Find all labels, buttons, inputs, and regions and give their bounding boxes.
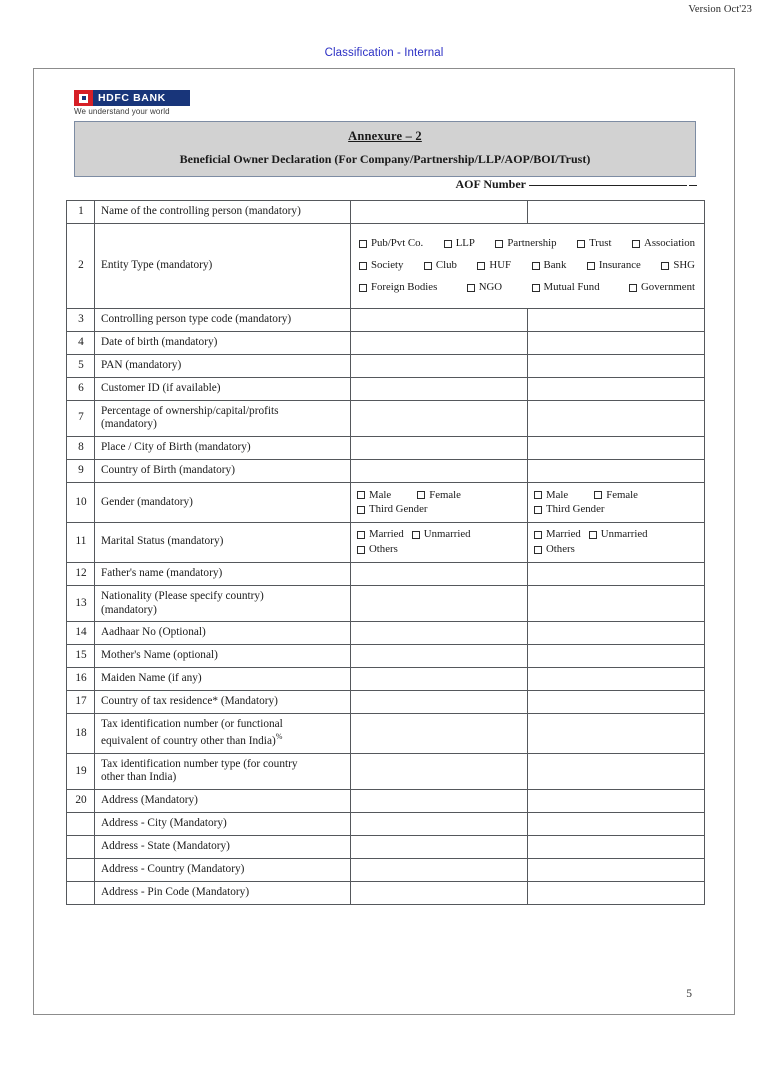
row-value-secondary[interactable] bbox=[528, 377, 705, 400]
row-number: 18 bbox=[67, 714, 95, 753]
table-row-gender bbox=[67, 483, 705, 523]
row-number: 5 bbox=[67, 354, 95, 377]
hdfc-bank-logo bbox=[74, 90, 234, 116]
checkbox-ngo[interactable] bbox=[467, 281, 502, 294]
table-row bbox=[67, 836, 705, 859]
row-value-primary[interactable] bbox=[351, 308, 528, 331]
logo-square-icon bbox=[74, 90, 93, 106]
row-number: 15 bbox=[67, 645, 95, 668]
checkbox-icon[interactable] bbox=[532, 284, 540, 292]
checkbox-label: Female bbox=[606, 488, 638, 501]
row-number: 17 bbox=[67, 691, 95, 714]
gender-line-2 bbox=[534, 503, 699, 516]
row-value-primary[interactable] bbox=[351, 354, 528, 377]
row-value-secondary[interactable] bbox=[528, 836, 705, 859]
row-value-secondary[interactable] bbox=[528, 354, 705, 377]
row-number: 11 bbox=[67, 522, 95, 562]
footnote-marker: % bbox=[275, 732, 283, 742]
row-label: Entity Type (mandatory) bbox=[95, 224, 351, 309]
row-number: 19 bbox=[67, 753, 95, 790]
row-number bbox=[67, 813, 95, 836]
row-value-primary[interactable] bbox=[351, 668, 528, 691]
row-value-primary[interactable] bbox=[351, 460, 528, 483]
row-label: Country of tax residence* (Mandatory) bbox=[95, 691, 351, 714]
checkbox-label: Female bbox=[429, 488, 461, 501]
checkbox-label: Trust bbox=[589, 237, 612, 249]
table-row bbox=[67, 813, 705, 836]
checkbox-icon[interactable] bbox=[534, 546, 542, 554]
row-value-secondary[interactable] bbox=[528, 813, 705, 836]
checkbox-label: Unmarried bbox=[423, 528, 471, 541]
row-label-line-2: (mandatory) bbox=[101, 603, 157, 616]
entity-type-line-3 bbox=[357, 281, 699, 294]
checkbox-label: Society bbox=[371, 259, 404, 272]
checkbox-association[interactable] bbox=[632, 237, 695, 250]
checkbox-label: Male bbox=[546, 488, 569, 501]
row-label: Controlling person type code (mandatory) bbox=[95, 308, 351, 331]
row-label: Address - Pin Code (Mandatory) bbox=[95, 882, 351, 905]
checkbox-icon[interactable] bbox=[587, 262, 595, 270]
table-row bbox=[67, 562, 705, 585]
checkbox-label: Mutual Fund bbox=[543, 281, 600, 294]
checkbox-label: Married bbox=[369, 528, 404, 541]
checkbox-bank[interactable] bbox=[532, 259, 567, 272]
page-number: 5 bbox=[686, 988, 692, 1000]
aof-number-rule-tail bbox=[689, 185, 697, 186]
checkbox-icon[interactable] bbox=[444, 240, 452, 248]
row-value-secondary[interactable] bbox=[528, 460, 705, 483]
row-number: 8 bbox=[67, 437, 95, 460]
checkbox-mutual-fund[interactable] bbox=[532, 281, 600, 294]
table-row bbox=[67, 668, 705, 691]
declaration-title: Beneficial Owner Declaration (For Company/Partnership/LLP/AOP/BOI/Trust) bbox=[179, 152, 591, 166]
row-value-secondary[interactable] bbox=[528, 691, 705, 714]
row-label: Marital Status (mandatory) bbox=[95, 522, 351, 562]
row-label: Address - Country (Mandatory) bbox=[95, 859, 351, 882]
table-row-entity-type bbox=[67, 224, 705, 309]
row-value-secondary[interactable] bbox=[528, 331, 705, 354]
row-value-secondary[interactable] bbox=[528, 562, 705, 585]
entity-type-line-1 bbox=[357, 237, 699, 250]
logo-wordmark: HDFC BANK bbox=[93, 90, 190, 106]
checkbox-others[interactable] bbox=[534, 543, 575, 556]
marital-options-secondary bbox=[528, 522, 705, 562]
checkbox-unmarried[interactable] bbox=[412, 528, 471, 541]
checkbox-label: Insurance bbox=[598, 259, 641, 272]
row-value-secondary[interactable] bbox=[528, 790, 705, 813]
row-value-secondary[interactable] bbox=[528, 622, 705, 645]
row-label-line-1: Nationality (Please specify country) bbox=[101, 589, 264, 602]
checkbox-icon[interactable] bbox=[359, 262, 367, 270]
checkbox-insurance[interactable] bbox=[587, 259, 641, 272]
checkbox-icon[interactable] bbox=[589, 531, 597, 539]
table-row bbox=[67, 400, 705, 437]
row-label-line-1: Percentage of ownership/capital/profits bbox=[101, 404, 279, 417]
table-row-address bbox=[67, 790, 705, 813]
checkbox-shg[interactable] bbox=[661, 259, 695, 272]
table-row bbox=[67, 308, 705, 331]
checkbox-label: Married bbox=[546, 528, 581, 541]
row-value-primary[interactable] bbox=[351, 859, 528, 882]
logo-square-inner bbox=[79, 94, 88, 103]
row-number bbox=[67, 836, 95, 859]
row-value-secondary[interactable] bbox=[528, 437, 705, 460]
row-value-primary[interactable] bbox=[351, 562, 528, 585]
marital-options-primary bbox=[351, 522, 528, 562]
checkbox-label: Association bbox=[644, 237, 695, 249]
checkbox-icon[interactable] bbox=[495, 240, 503, 248]
checkbox-gender-third[interactable] bbox=[357, 503, 427, 516]
row-label: Customer ID (if available) bbox=[95, 377, 351, 400]
row-label bbox=[95, 585, 351, 622]
checkbox-pub-pvt-co[interactable] bbox=[359, 237, 423, 250]
aof-number-field[interactable] bbox=[455, 177, 697, 192]
row-value-secondary[interactable] bbox=[528, 645, 705, 668]
row-value-secondary[interactable] bbox=[528, 201, 705, 224]
checkbox-married[interactable] bbox=[534, 528, 581, 541]
row-value-secondary[interactable] bbox=[528, 308, 705, 331]
logo-tagline: We understand your world bbox=[74, 107, 170, 116]
row-number: 3 bbox=[67, 308, 95, 331]
checkbox-trust[interactable] bbox=[577, 237, 611, 250]
checkbox-label: Bank bbox=[543, 259, 567, 272]
checkbox-icon[interactable] bbox=[424, 262, 432, 270]
row-value-primary[interactable] bbox=[351, 331, 528, 354]
entity-type-line-2 bbox=[357, 259, 699, 272]
checkbox-icon[interactable] bbox=[357, 491, 365, 499]
checkbox-icon[interactable] bbox=[357, 546, 365, 554]
checkbox-society[interactable] bbox=[359, 259, 403, 272]
row-value-secondary[interactable] bbox=[528, 753, 705, 790]
row-number: 20 bbox=[67, 790, 95, 813]
row-number bbox=[67, 882, 95, 905]
row-number: 16 bbox=[67, 668, 95, 691]
row-value-primary[interactable] bbox=[351, 691, 528, 714]
checkbox-icon[interactable] bbox=[532, 262, 540, 270]
row-label: Aadhaar No (Optional) bbox=[95, 622, 351, 645]
table-row bbox=[67, 622, 705, 645]
row-label: Gender (mandatory) bbox=[95, 483, 351, 523]
row-value-primary[interactable] bbox=[351, 437, 528, 460]
row-value-primary[interactable] bbox=[351, 645, 528, 668]
checkbox-label: Others bbox=[546, 543, 575, 556]
annexure-title: Annexure – 2 bbox=[348, 129, 422, 143]
table-row bbox=[67, 753, 705, 790]
row-label: Maiden Name (if any) bbox=[95, 668, 351, 691]
row-value-primary[interactable] bbox=[351, 836, 528, 859]
checkbox-label: Male bbox=[369, 488, 392, 501]
row-value-primary[interactable] bbox=[351, 882, 528, 905]
checkbox-icon[interactable] bbox=[357, 531, 365, 539]
checkbox-partnership[interactable] bbox=[495, 237, 556, 250]
row-label: Address - State (Mandatory) bbox=[95, 836, 351, 859]
checkbox-label: Third Gender bbox=[546, 503, 605, 516]
row-value-primary[interactable] bbox=[351, 790, 528, 813]
row-label-line-2: other than India) bbox=[101, 771, 177, 784]
row-number: 14 bbox=[67, 622, 95, 645]
row-label: Country of Birth (mandatory) bbox=[95, 460, 351, 483]
row-label: Place / City of Birth (mandatory) bbox=[95, 437, 351, 460]
checkbox-club[interactable] bbox=[424, 259, 457, 272]
checkbox-label: Unmarried bbox=[600, 528, 648, 541]
row-value-secondary[interactable] bbox=[528, 714, 705, 753]
gender-line-1 bbox=[534, 489, 699, 502]
checkbox-icon[interactable] bbox=[661, 262, 669, 270]
row-label-line-2: (mandatory) bbox=[101, 418, 157, 431]
checkbox-icon[interactable] bbox=[534, 506, 542, 514]
row-value-secondary[interactable] bbox=[528, 668, 705, 691]
table-row bbox=[67, 437, 705, 460]
checkbox-icon[interactable] bbox=[467, 284, 475, 292]
checkbox-gender-female[interactable] bbox=[594, 489, 638, 502]
row-value-primary[interactable] bbox=[351, 585, 528, 622]
row-number: 4 bbox=[67, 331, 95, 354]
checkbox-others[interactable] bbox=[357, 543, 398, 556]
checkbox-gender-male[interactable] bbox=[534, 489, 568, 502]
gender-line-1 bbox=[357, 489, 522, 502]
row-label bbox=[95, 714, 351, 753]
row-number: 2 bbox=[67, 224, 95, 309]
row-number: 7 bbox=[67, 400, 95, 437]
row-value-primary[interactable] bbox=[351, 400, 528, 437]
row-label: Mother's Name (optional) bbox=[95, 645, 351, 668]
entity-type-options bbox=[351, 224, 705, 309]
checkbox-label: NGO bbox=[478, 281, 503, 294]
checkbox-icon[interactable] bbox=[359, 284, 367, 292]
gender-options-secondary bbox=[528, 483, 705, 523]
checkbox-label: Foreign Bodies bbox=[371, 281, 438, 294]
checkbox-icon[interactable] bbox=[357, 506, 365, 514]
table-row bbox=[67, 201, 705, 224]
checkbox-label: Club bbox=[435, 259, 457, 272]
classification-banner: Classification - Internal bbox=[324, 47, 444, 59]
checkbox-label: Partnership bbox=[507, 237, 557, 249]
page-frame bbox=[33, 68, 735, 1015]
marital-line-1 bbox=[534, 528, 699, 541]
row-label: PAN (mandatory) bbox=[95, 354, 351, 377]
row-number: 13 bbox=[67, 585, 95, 622]
table-row bbox=[67, 585, 705, 622]
row-label-line-1: Tax identification number type (for country bbox=[101, 757, 298, 770]
aof-number-label: AOF Number bbox=[455, 177, 526, 191]
row-value-primary[interactable] bbox=[351, 714, 528, 753]
checkbox-icon[interactable] bbox=[594, 491, 602, 499]
checkbox-gender-male[interactable] bbox=[357, 489, 391, 502]
checkbox-icon[interactable] bbox=[534, 531, 542, 539]
row-value-secondary[interactable] bbox=[528, 882, 705, 905]
row-value-primary[interactable] bbox=[351, 813, 528, 836]
checkbox-icon[interactable] bbox=[359, 240, 367, 248]
logo-bar bbox=[74, 90, 190, 106]
row-label-line-2-text: equivalent of country other than India) bbox=[101, 734, 276, 747]
marital-line-2 bbox=[534, 543, 699, 556]
checkbox-icon[interactable] bbox=[632, 240, 640, 248]
checkbox-label: Pub/Pvt Co. bbox=[371, 237, 424, 249]
checkbox-icon[interactable] bbox=[629, 284, 637, 292]
row-value-secondary[interactable] bbox=[528, 400, 705, 437]
checkbox-label: LLP bbox=[455, 237, 475, 249]
checkbox-icon[interactable] bbox=[412, 531, 420, 539]
checkbox-gender-third[interactable] bbox=[534, 503, 604, 516]
row-value-secondary[interactable] bbox=[528, 859, 705, 882]
checkbox-gender-female[interactable] bbox=[417, 489, 461, 502]
table-row bbox=[67, 354, 705, 377]
table-row bbox=[67, 377, 705, 400]
row-label-line-1: Tax identification number (or functional bbox=[101, 718, 283, 731]
row-label: Address - City (Mandatory) bbox=[95, 813, 351, 836]
checkbox-label: HUF bbox=[489, 259, 512, 272]
row-value-primary[interactable] bbox=[351, 622, 528, 645]
table-row bbox=[67, 714, 705, 753]
checkbox-unmarried[interactable] bbox=[589, 528, 648, 541]
row-label: Date of birth (mandatory) bbox=[95, 331, 351, 354]
version-label: Version Oct'23 bbox=[688, 4, 752, 15]
gender-line-2 bbox=[357, 503, 522, 516]
checkbox-label: Government bbox=[641, 281, 695, 294]
checkbox-icon[interactable] bbox=[534, 491, 542, 499]
row-value-primary[interactable] bbox=[351, 753, 528, 790]
checkbox-married[interactable] bbox=[357, 528, 404, 541]
checkbox-foreign-bodies[interactable] bbox=[359, 281, 437, 294]
marital-line-2 bbox=[357, 543, 522, 556]
beneficial-owner-table bbox=[66, 200, 705, 905]
aof-number-rule bbox=[529, 185, 687, 186]
row-value-primary[interactable] bbox=[351, 377, 528, 400]
table-row bbox=[67, 859, 705, 882]
checkbox-label: Third Gender bbox=[369, 503, 428, 516]
row-number bbox=[67, 859, 95, 882]
marital-line-1 bbox=[357, 528, 522, 541]
row-label bbox=[95, 753, 351, 790]
row-label: Address (Mandatory) bbox=[95, 790, 351, 813]
row-number: 9 bbox=[67, 460, 95, 483]
form-title-box bbox=[74, 121, 696, 177]
row-label: Father's name (mandatory) bbox=[95, 562, 351, 585]
checkbox-label: SHG bbox=[673, 259, 695, 272]
table-row bbox=[67, 882, 705, 905]
table-row bbox=[67, 331, 705, 354]
table-row bbox=[67, 645, 705, 668]
checkbox-label: Others bbox=[369, 543, 398, 556]
checkbox-icon[interactable] bbox=[477, 262, 485, 270]
row-label: Name of the controlling person (mandatory) bbox=[95, 201, 351, 224]
row-number: 6 bbox=[67, 377, 95, 400]
checkbox-icon[interactable] bbox=[417, 491, 425, 499]
row-label-line-2 bbox=[101, 732, 345, 749]
checkbox-huf[interactable] bbox=[477, 259, 511, 272]
row-number: 1 bbox=[67, 201, 95, 224]
row-value-secondary[interactable] bbox=[528, 585, 705, 622]
gender-options-primary bbox=[351, 483, 528, 523]
checkbox-government[interactable] bbox=[629, 281, 695, 294]
row-number: 10 bbox=[67, 483, 95, 523]
checkbox-icon[interactable] bbox=[577, 240, 585, 248]
checkbox-llp[interactable] bbox=[444, 237, 475, 250]
row-value-primary[interactable] bbox=[351, 201, 528, 224]
table-row bbox=[67, 460, 705, 483]
logo-square-core bbox=[82, 96, 86, 100]
row-label bbox=[95, 400, 351, 437]
row-number: 12 bbox=[67, 562, 95, 585]
table-row-marital-status bbox=[67, 522, 705, 562]
table-row bbox=[67, 691, 705, 714]
